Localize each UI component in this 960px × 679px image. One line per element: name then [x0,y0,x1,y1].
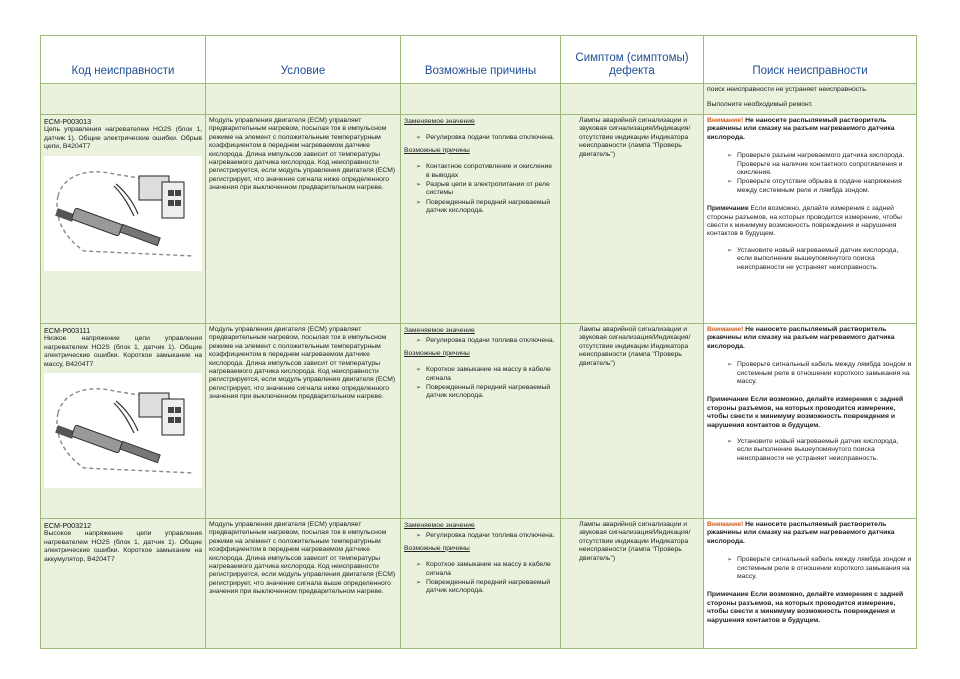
check-step: ➢ Проверьте отсутствие обрыва в подаче напряжения между системным реле и лямбда зондом. [727,178,913,195]
fix-cell [704,324,917,519]
fault-description: Высокое напряжение цепи управления нагревателем HO2S (блок 1, датчик 1). Общие электрические ошибки. Короткое замыкание на аккумулятор, B4204T7 [44,530,202,563]
fault-code: ECM-P003013 [44,117,92,126]
fault-row [41,115,917,324]
condition-cell: Модуль управления двигателя (ECM) управляет предварительным нагревом, посылая ток в импульсном режиме на элемент с положительным температурным коэффициентом в переднем нагреваемом датчике кислорода. Длина импульсов зависит от температуры нагреваемого датчика кислорода. Код неисправности регистрируется, если модуль управления двигателя (ECM) регистрирует, что значение сигнала выше определенного значения при выключенном предварительном нагреве. [206,519,401,649]
causes-cell [401,115,561,324]
note-label: Примечание [707,591,749,599]
replaceable-label: Заменяемое значение [404,522,475,529]
cause-item: ➢ Разрыв цепи в электропитании от реле системы [416,181,557,198]
warning-text: Не наносите распыляемый растворитель ржавчины или смазку на разъем нагреваемого датчика кислорода. [707,117,895,141]
header-row [41,36,917,84]
note-text: Если возможно, делайте измерения с задней стороны разъемов, на которых проводится измерение, чтобы свести к минимуму возможность повреждения и нарушения контактов в будущем. [707,205,902,238]
fault-description: Цепь управления нагревателем HO2S (блок 1, датчик 1). Общие электрические ошибки. Обрыв цепи, B4204T7 [44,126,202,151]
fault-code: ECM-P003212 [44,521,92,530]
condition-cell: Модуль управления двигателя (ECM) управляет предварительным нагревом, посылая ток в импульсном режиме на элемент с положительным температурным коэффициентом в переднем нагреваемом датчике кислорода. Длина импульсов зависит от температуры нагреваемого датчика кислорода. Код неисправности регистрируется, если модуль управления двигателя (ECM) регистрирует, что значение сигнала ниже определенного значения при выключенном предварительном нагреве. [206,115,401,324]
cause-item: ➢ Поврежденный передний нагреваемый датчик кислорода. [416,579,557,596]
fault-row [41,324,917,519]
cause-item: ➢ Поврежденный передний нагреваемый датчик кислорода. [416,199,557,216]
final-step: ➢ Установите новый нагреваемый датчик кислорода, если выполнение вышеупомянутого поиска неисправности не устраняет неисправность. [727,438,913,463]
symptom-cell: Лампы аварийной сигнализации и звуковая сигнализация/Индикация/отсутствие индикации Индикатора неисправности (лампа "Проверь двигатель") [561,324,704,519]
causes-cell [401,519,561,649]
check-step: ➢ Проверьте разъем нагреваемого датчика кислорода. Проверьте на наличие контактного сопротивления и окисления. [727,152,913,177]
check-step: ➢ Проверьте сигнальный кабель между лямбда зондом и системным реле в отношении короткого замыкания на массу. [727,361,913,386]
cause-item: ➢ Короткое замыкание на массу в кабеле сигнала [416,366,557,383]
replaceable-label: Заменяемое значение [404,118,475,125]
warning-label: Внимание! [707,521,744,528]
header-symptom: Симптом (симптомы) дефекта [561,36,704,84]
symptom-cell: Лампы аварийной сигнализации и звуковая сигнализация/Индикация/отсутствие индикации Индикатора неисправности (лампа "Проверь двигатель") [561,519,704,649]
fault-code: ECM-P003111 [44,326,91,335]
replaceable-label: Заменяемое значение [404,327,475,334]
warning-text: Не наносите распыляемый растворитель ржавчины или смазку на разъем нагреваемого датчика кислорода. [707,326,895,350]
replaceable-item: ➢ Регулировка подачи топлива отключена. [416,337,557,345]
header-code: Код неисправности [41,36,206,84]
code-cell [41,519,206,649]
warning-label: Внимание! [707,117,744,124]
sensor-illustration [44,156,202,271]
cause-item: ➢ Поврежденный передний нагреваемый датчик кислорода. [416,384,557,401]
continuation-row [41,84,917,115]
cause-item: ➢ Короткое замыкание на массу в кабеле сигнала [416,561,557,578]
condition-cell: Модуль управления двигателя (ECM) управляет предварительным нагревом, посылая ток в импульсном режиме на элемент с положительным температурным коэффициентом в переднем нагреваемом датчике кислорода. Длина импульсов зависит от температуры нагреваемого датчика кислорода. Код неисправности регистрируется, если модуль управления двигателя (ECM) регистрирует, что значение сигнала ниже определенного значения при выключенном предварительном нагреве. [206,324,401,519]
fix-cell [704,115,917,324]
continuation-text-1: поиск неисправности не устраняет неисправность. [707,86,868,93]
possible-label: Возможные причины [404,544,470,552]
symptom-cell: Лампы аварийной сигнализации и звуковая сигнализация/Индикация/отсутствие индикации Индикатора неисправности (лампа "Проверь двигатель") [561,115,704,324]
code-cell [41,115,206,324]
note-label: Примечание [707,396,749,404]
fault-row [41,519,917,649]
cause-item: ➢ Контактное сопротивление и окисление в выводах [416,163,557,180]
warning-label: Внимание! [707,326,744,333]
sensor-illustration [44,373,202,488]
fault-table [40,35,917,649]
note-text: Если возможно, делайте измерения с задней стороны разъемов, на которых проводится измерение, чтобы свести к минимуму возможность повреждения и нарушения контактов в будущем. [707,591,904,624]
causes-cell [401,324,561,519]
fix-cell [704,519,917,649]
note-label: Примечание [707,205,749,213]
possible-label: Возможные причины [404,146,470,154]
note-text: Если возможно, делайте измерения с задней стороны разъемов, на которых проводится измерение, чтобы свести к минимуму возможность повреждения и нарушения контактов в будущем. [707,396,904,429]
continuation-text-2: Выполните необходимый ремонт. [707,100,813,108]
replaceable-item: ➢ Регулировка подачи топлива отключена. [416,532,557,540]
header-fix: Поиск неисправности [704,36,917,84]
header-causes: Возможные причины [401,36,561,84]
possible-label: Возможные причины [404,349,470,357]
replaceable-item: ➢ Регулировка подачи топлива отключена. [416,134,557,142]
final-step: ➢ Установите новый нагреваемый датчик кислорода, если выполнение вышеупомянутого поиска неисправности не устраняет неисправность. [727,247,913,272]
warning-text: Не наносите распыляемый растворитель ржавчины или смазку на разъем нагреваемого датчика кислорода. [707,521,895,545]
code-cell [41,324,206,519]
fault-description: Низкое напряжение цепи управления нагревателем HO2S (блок 1, датчик 1). Общие электрические ошибки. Короткое замыкание на массу, B4204T7 [44,335,202,368]
header-condition: Условие [206,36,401,84]
check-step: ➢ Проверьте сигнальный кабель между лямбда зондом и системным реле в отношении короткого замыкания на массу. [727,556,913,581]
